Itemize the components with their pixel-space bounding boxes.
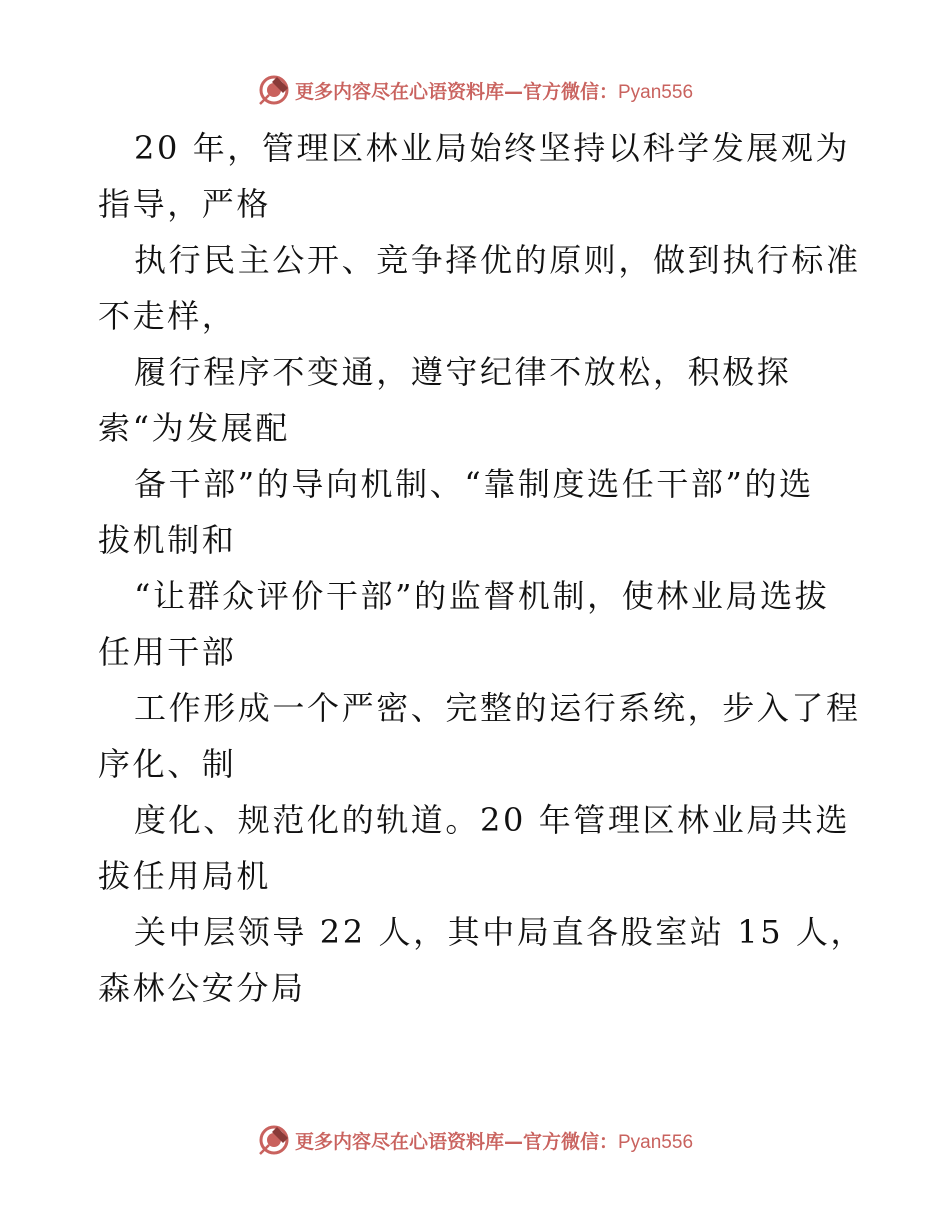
header-watermark <box>0 70 950 110</box>
text-line: 20 年，管理区林业局始终坚持以科学发展观为 <box>134 129 851 167</box>
text-line: 备干部”的导向机制、“靠制度选任干部”的选 <box>134 465 814 503</box>
watermark-text: 更多内容尽在心语资料库—官方微信：Pyan556 <box>294 80 694 103</box>
text-line: 工作形成一个严密、完整的运行系统，步入了程 <box>134 689 861 727</box>
text-line: “让群众评价干部”的监督机制，使林业局选拔 <box>134 577 830 615</box>
text-line: 执行民主公开、竞争择优的原则，做到执行标准 <box>134 241 861 279</box>
text-line: 履行程序不变通，遵守纪律不放松，积极探 <box>134 353 792 391</box>
document-body <box>98 120 866 1016</box>
text-line: 度化、规范化的轨道。20 年管理区林业局共选 <box>134 801 851 839</box>
text-line: 关中层领导 22 人，其中局直各股室站 15 人， <box>134 913 866 951</box>
text-line: 不走样， <box>98 297 237 335</box>
watermark-text: 更多内容尽在心语资料库—官方微信：Pyan556 <box>294 1130 694 1153</box>
text-line: 拔机制和 <box>98 521 237 559</box>
text-line: 索“为发展配 <box>98 409 290 447</box>
text-line: 森林公安分局 <box>98 969 306 1007</box>
text-line: 指导，严格 <box>98 185 272 223</box>
pen-logo-icon <box>257 73 291 107</box>
footer-watermark <box>0 1120 950 1160</box>
text-line: 序化、制 <box>98 745 237 783</box>
text-line: 任用干部 <box>98 633 237 671</box>
pen-logo-icon <box>257 1123 291 1157</box>
text-line: 拔任用局机 <box>98 857 272 895</box>
